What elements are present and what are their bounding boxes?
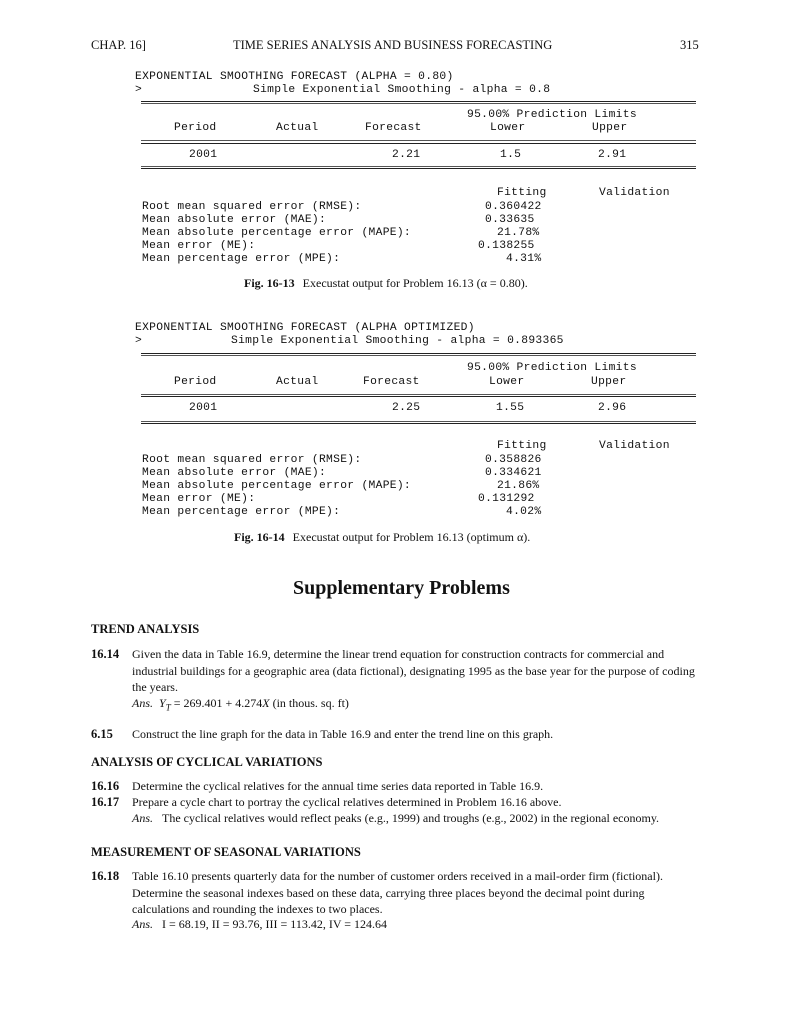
fig13-caption [244,276,528,291]
fig13-row-period: 2001 [189,149,218,161]
fig13-prediction-limits-label: 95.00% Prediction Limits [467,109,637,121]
problem-answer [132,916,387,933]
fig13-header-rule-2 [141,143,696,144]
fig13-col-validation: Validation [599,187,670,199]
problem-answer [132,695,349,716]
problem-text: Prepare a cycle chart to portray the cyclical relatives determined in Problem 16.16 above. [132,795,562,809]
answer-equation: = 269.401 + 4.274 [170,696,263,710]
fig14-row-forecast: 2.25 [392,402,421,414]
section-trend-analysis: TREND ANALYSIS [91,622,200,636]
fig14-stat-value: 21.86% [497,480,540,492]
fig14-title-line: EXPONENTIAL SMOOTHING FORECAST (ALPHA OPTIMIZED) [135,322,475,334]
problem-number: 16.18 [91,869,120,883]
fig13-row-upper: 2.91 [598,149,627,161]
running-header-chapter: CHAP. 16] [91,38,146,52]
page-number: 315 [680,38,699,52]
answer-text: The cyclical relatives would reflect peaks (e.g., 1999) and troughs (e.g., 2002) in the regional economy. [162,811,660,825]
fig13-top-rule-2 [141,103,696,104]
fig14-col-forecast: Forecast [363,376,420,388]
fig13-col-fitting: Fitting [497,187,547,199]
problem-text: Table 16.10 presents quarterly data for the number of customer orders received in a mail-order firm (fictional). Determine the seasonal indexes based on these data, carrying three places beyond the decimal point during calculations and rounding the indexes to two places. [132,869,663,916]
fig13-stat-value: 0.33635 [485,214,535,226]
answer-x: X [262,696,270,710]
fig13-stat-value: 21.78% [497,227,540,239]
fig14-stat-label: Mean absolute percentage error (MAPE): [142,480,412,492]
fig14-bottom-rule [141,421,696,422]
fig14-prediction-limits-label: 95.00% Prediction Limits [467,362,637,374]
fig13-bottom-rule [141,166,696,167]
problem-number: 6.15 [91,727,113,741]
fig14-subtitle: Simple Exponential Smoothing - alpha = 0.893365 [231,335,564,347]
fig14-top-rule-2 [141,355,696,356]
fig13-caption-text: Execustat output for Problem 16.13 (α = 0.80). [302,276,528,290]
fig14-header-rule [141,394,696,395]
answer-y: Y [159,696,166,710]
fig13-stat-label: Mean error (ME): [142,240,256,252]
fig14-stat-value: 0.131292 [478,493,535,505]
fig13-stat-label: Mean percentage error (MPE): [142,253,341,265]
fig14-row-period: 2001 [189,402,218,414]
fig14-caption [234,530,530,545]
fig13-title-line: EXPONENTIAL SMOOTHING FORECAST (ALPHA = 0.80) [135,71,454,83]
fig13-stat-value: 0.138255 [478,240,535,252]
fig14-stat-label: Mean absolute error (MAE): [142,467,327,479]
fig13-stat-label: Mean absolute percentage error (MAPE): [142,227,412,239]
fig13-stat-value: 0.360422 [485,201,542,213]
fig13-stat-label: Root mean squared error (RMSE): [142,201,362,213]
answer-label: Ans. [132,811,153,825]
fig14-stat-label: Mean error (ME): [142,493,256,505]
fig13-header-rule [141,140,696,141]
fig14-caption-text: Execustat output for Problem 16.13 (optimum α). [292,530,531,544]
answer-label: Ans. [132,917,153,931]
fig14-col-actual: Actual [276,376,319,388]
fig14-col-upper: Upper [591,376,627,388]
fig13-stat-value: 4.31% [506,253,542,265]
answer-label: Ans. [132,696,153,710]
fig13-row-lower: 1.5 [500,149,522,161]
answer-text: I = 68.19, II = 93.76, III = 113.42, IV = 124.64 [162,917,388,931]
fig14-stat-value: 0.334621 [485,467,542,479]
fig13-row-forecast: 2.21 [392,149,421,161]
fig13-prompt: > [135,84,143,96]
problem-text: Determine the cyclical relatives for the annual time series data reported in Table 16.9. [132,779,544,793]
fig13-col-forecast: Forecast [365,122,422,134]
fig14-stat-label: Root mean squared error (RMSE): [142,454,362,466]
fig14-col-validation: Validation [599,440,670,452]
fig14-row-lower: 1.55 [496,402,525,414]
fig13-caption-label: Fig. 16-13 [244,276,295,290]
answer-units: (in thous. sq. ft) [269,696,349,710]
fig13-subtitle: Simple Exponential Smoothing - alpha = 0.8 [253,84,551,96]
fig14-row-upper: 2.96 [598,402,627,414]
fig14-header-rule-2 [141,396,696,397]
running-header-title: TIME SERIES ANALYSIS AND BUSINESS FORECASTING [233,38,553,52]
problem-number: 16.14 [91,647,120,661]
fig13-col-lower: Lower [490,122,526,134]
fig13-stat-label: Mean absolute error (MAE): [142,214,327,226]
supplementary-problems-title: Supplementary Problems [293,577,510,599]
answer-y-subscript: T [165,702,171,713]
problem-text: Given the data in Table 16.9, determine the linear trend equation for construction contracts for commercial and industrial buildings for a geographic area (data fictional), designating 1995 as the base year for the purpose of coding the years. [132,647,695,694]
fig13-col-period: Period [174,122,217,134]
fig14-col-period: Period [174,376,217,388]
fig14-stat-value: 4.02% [506,506,542,518]
fig14-stat-label: Mean percentage error (MPE): [142,506,341,518]
fig14-col-fitting: Fitting [497,440,547,452]
fig14-col-lower: Lower [489,376,525,388]
section-seasonal-variations: MEASUREMENT OF SEASONAL VARIATIONS [91,845,361,859]
problem-number: 16.16 [91,779,120,793]
fig14-prompt: > [135,335,143,347]
fig13-top-rule [141,101,696,102]
problem-answer [132,810,659,827]
fig13-bottom-rule-2 [141,168,696,169]
fig13-col-actual: Actual [276,122,319,134]
problem-text: Construct the line graph for the data in Table 16.9 and enter the trend line on this graph. [132,727,554,741]
fig14-top-rule [141,353,696,354]
fig14-bottom-rule-2 [141,423,696,424]
fig14-caption-label: Fig. 16-14 [234,530,285,544]
section-cyclical-variations: ANALYSIS OF CYCLICAL VARIATIONS [91,755,323,769]
fig14-stat-value: 0.358826 [485,454,542,466]
fig13-col-upper: Upper [592,122,628,134]
problem-number: 16.17 [91,795,120,809]
